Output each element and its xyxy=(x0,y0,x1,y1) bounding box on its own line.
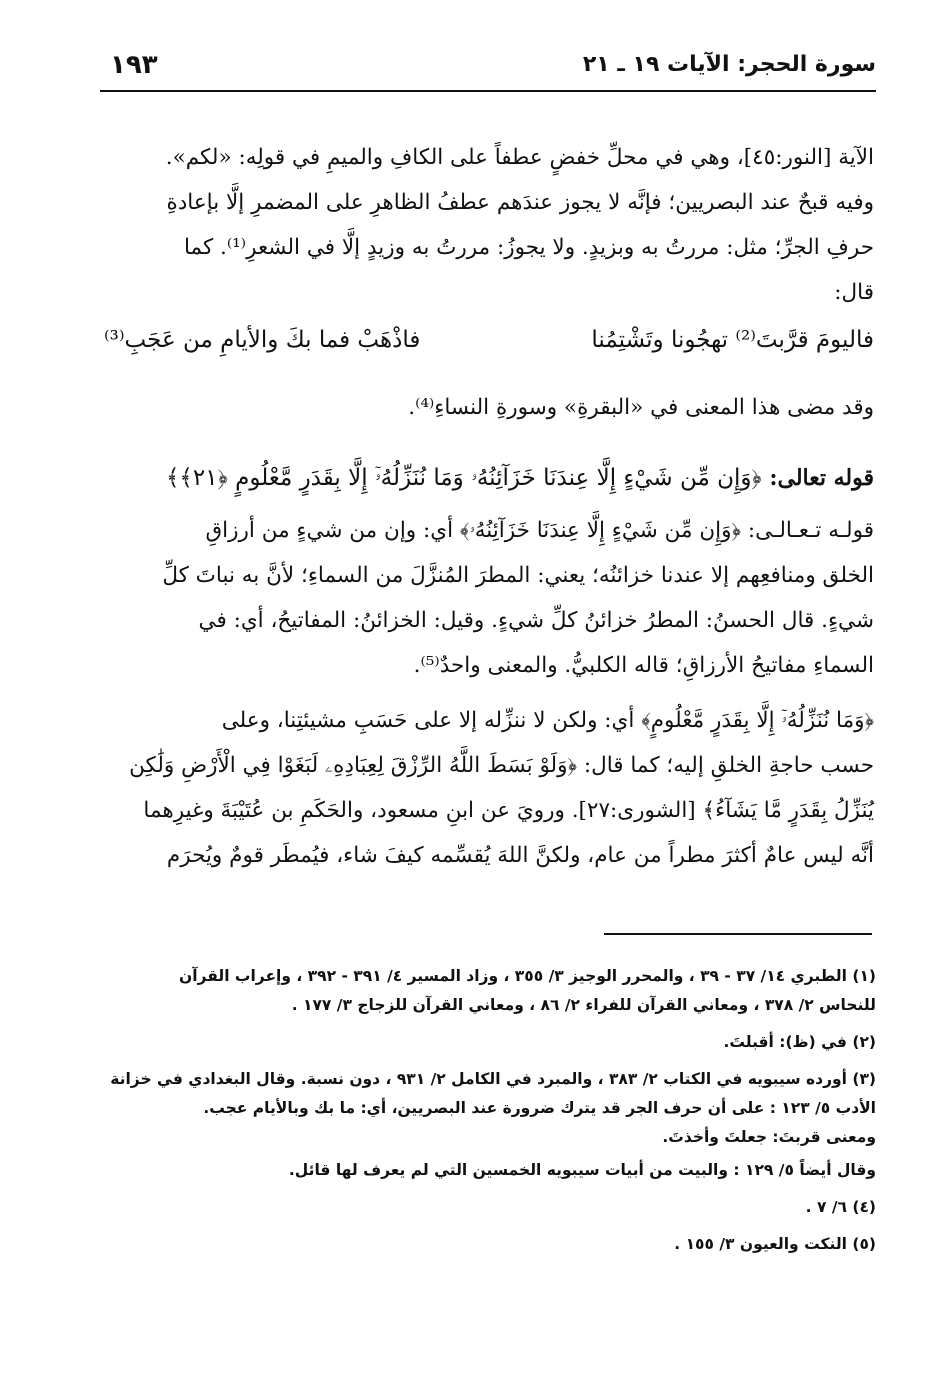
main-text xyxy=(104,135,874,878)
footnote-rule xyxy=(604,933,872,935)
verse-heading-label: قوله تعالى: xyxy=(769,465,874,491)
footnote-3-continued: وقال أيضاً ٥/ ١٢٩ : والبيت من أبيات سيبويه الخمسين التي لم يعرف لها قائل. xyxy=(288,1161,876,1179)
poetry-verse xyxy=(104,323,874,379)
surah-title: سورة الحجر: الآيات ١٩ ـ ٢١ xyxy=(582,52,876,77)
footnote-1: (١) الطبري ١٤/ ٣٧ - ٣٩ ، والمحرر الوجيز ٣/ ٣٥٥ ، وزاد المسير ٤/ ٣٩١ - ٣٩٢ ، وإعراب القرآن للنحاس ٢/ ٣٧٨ ، ومعاني القرآن للفراء ٢/ ٨٦ ، ومعاني القرآن للزجاج ٣/ ١٧٧ . xyxy=(179,967,876,1014)
page-number: ١٩٣ xyxy=(110,50,158,80)
verse-heading-quran: ﴿وَإِن مِّن شَيْءٍ إِلَّا عِندَنَا خَزَآئِنُهُۥ وَمَا نُنَزِّلُهُۥٓ إِلَّا بِقَدَرٍ مَّعْلُومٍ ﴿٢١﴾﴾ xyxy=(165,465,762,491)
paragraph-4: ﴿وَمَا نُنَزِّلُهُۥٓ إِلَّا بِقَدَرٍ مَّعْلُومٍ﴾ أي: ولكن لا ننزِّله إلا على حَسَبِ مشيئتِنا، وعلى حسب حاجةِ الخلقِ إليه؛ كما قال: ﴿وَلَوْ بَسَطَ اللَّهُ الرِّزْقَ لِعِبَادِهِۦ لَبَغَوْا فِي الْأَرْضِ وَلَٰكِن يُنَزِّلُ بِقَدَرٍ مَّا يَشَآءُ﴾ [الشورى:٢٧]. ورويَ عن ابنِ مسعود، والحَكَمِ بن عُتَيْبَةَ وغيرِهما أنَّه ليس عامٌ أكثرَ مطراً من عام، ولكنَّ اللهَ يُقسِّمه كيفَ شاء، فيُمطَر قومٌ ويُحرَم xyxy=(129,708,874,868)
running-header xyxy=(100,48,876,92)
footnote-3: (٣) أورده سيبويه في الكتاب ٢/ ٣٨٣ ، والمبرد في الكامل ٢/ ٩٣١ ، دون نسبة. وقال البغدادي في خزانة الأدب ٥/ ١٢٣ : على أن حرف الجر قد يترك ضرورة عند البصريين، أي: ما بك وبالأيام عجب. ومعنى قربتَ: جعلتَ وأخذتَ. xyxy=(110,1070,876,1146)
footnote-5: (٥) النكت والعيون ٣/ ١٥٥ . xyxy=(674,1235,876,1253)
footnote-4: (٤) ٦/ ٧ . xyxy=(805,1198,876,1216)
verse-second-hemistich: فاذْهَبْ فما بكَ والأيامِ من عَجَبِ⁽³⁾ xyxy=(104,327,421,353)
verse-first-hemistich: فاليومَ قرَّبتَ⁽²⁾ تهجُونا وتَشْتِمُنا xyxy=(591,327,874,353)
verse-heading xyxy=(104,448,874,508)
footnote-2: (٢) في (ظ): أقبلتَ. xyxy=(723,1033,876,1051)
paragraph-3: قولـه تـعـالـى: ﴿وَإِن مِّن شَيْءٍ إِلَّا عِندَنَا خَزَآئِنُهُۥ﴾ أي: وإن من شيءٍ من أرزاقِ الخلق ومنافعِهم إلا عندنا خزائنُه؛ يعني: المطرَ المُنزَّلَ من السماءِ؛ لأنَّ به نباتَ كلِّ شيءٍ. قال الحسنُ: المطرُ خزائنُ كلِّ شيءٍ. وقيل: الخزائنُ: المفاتيحُ، أي: في السماءِ مفاتيحُ الأرزاقِ؛ قاله الكلبيُّ. والمعنى واحدٌ⁽⁵⁾. xyxy=(162,518,874,678)
footnotes xyxy=(104,962,876,1267)
paragraph-2: وقد مضى هذا المعنى في «البقرةِ» وسورةِ النساءِ⁽⁴⁾. xyxy=(408,395,874,420)
header-rule xyxy=(100,90,876,92)
paragraph-1: الآية [النور:٤٥]، وهي في محلِّ خفضٍ عطفاً على الكافِ والميمِ في قولِه: «لكم». وفيه قبحٌ عند البصريين؛ فإنَّه لا يجوز عندَهم عطفُ الظاهرِ على المضمرِ إلَّا بإعادةِ حرفِ الجرِّ؛ مثل: مررتُ به وبزيدٍ. ولا يجوزُ: مررتُ به وزيدٍ إلَّا في الشعرِ⁽¹⁾. كما قال: xyxy=(165,145,874,305)
